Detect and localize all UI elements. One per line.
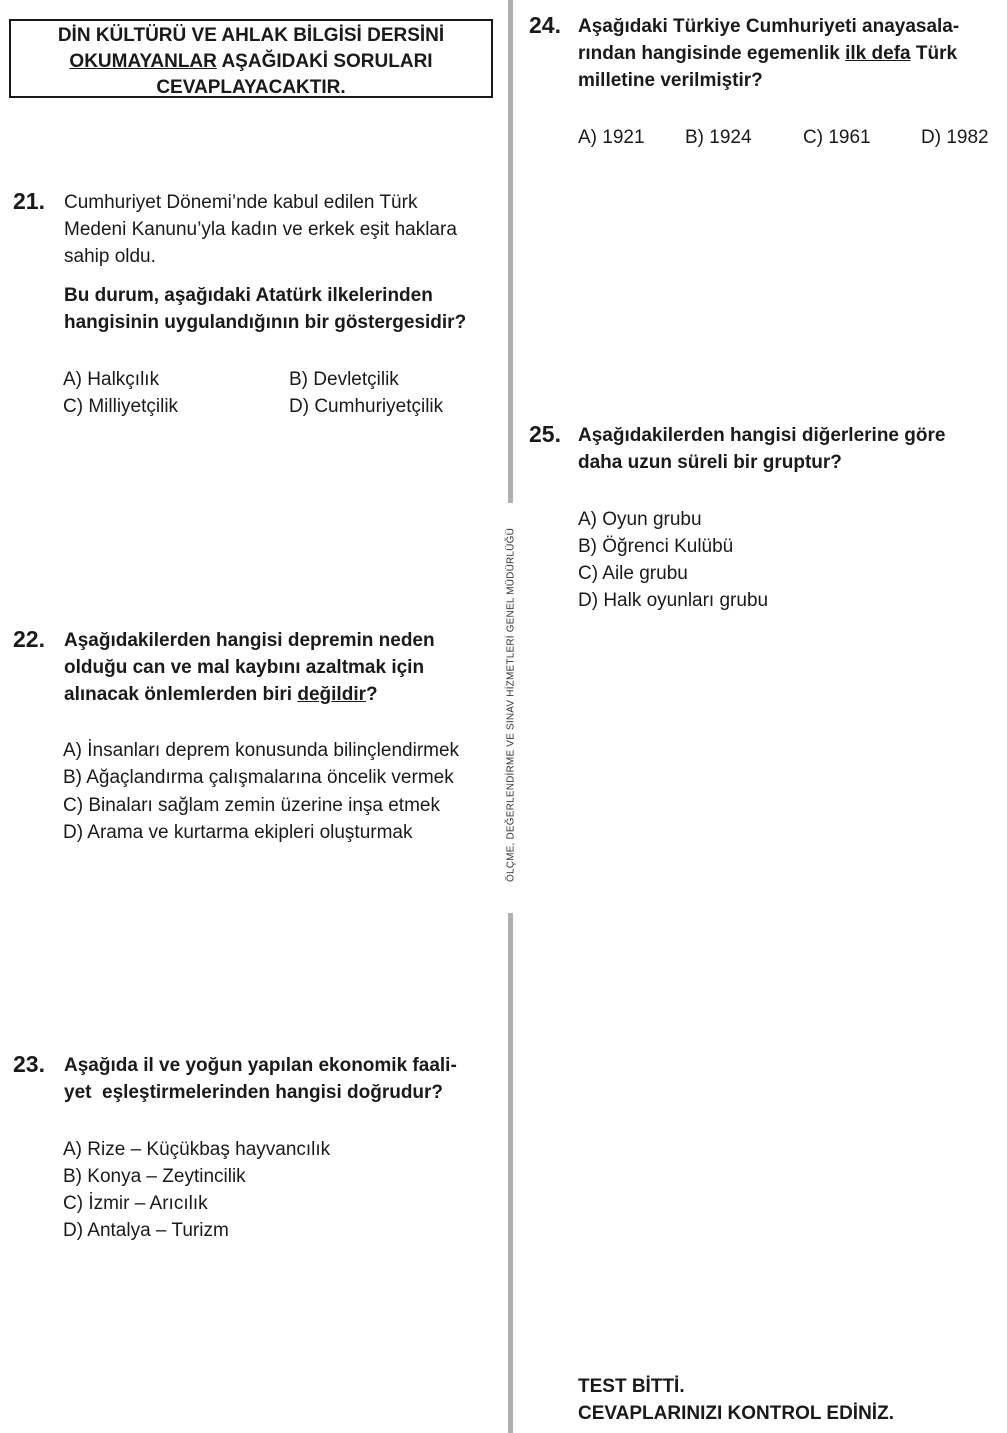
q24-option-b[interactable]: B) 1924: [685, 127, 752, 148]
q24-number: 24.: [529, 12, 561, 38]
q21-question-line-2: hangisinin uygulandığının bir göstergesidir?: [64, 312, 467, 333]
q25-option-c[interactable]: C) Aile grubu: [578, 563, 688, 584]
q25-option-d[interactable]: D) Halk oyunları grubu: [578, 590, 769, 611]
q25-option-b[interactable]: B) Öğrenci Kulübü: [578, 536, 734, 557]
q25-question: [578, 422, 1003, 476]
q23-option-b[interactable]: B) Konya – Zeytincilik: [63, 1166, 246, 1187]
q25-option-a[interactable]: A) Oyun grubu: [578, 509, 702, 530]
q21-option-b[interactable]: B) Devletçilik: [289, 369, 399, 390]
q24-option-d[interactable]: D) 1982: [921, 127, 989, 148]
notice-line-2: [11, 49, 491, 75]
notice-line-2-rest: AŞAĞIDAKİ SORULARI: [216, 51, 433, 72]
q23-line-1: Aşağıda il ve yoğun yapılan ekonomik faali-: [64, 1055, 457, 1076]
q25-line-1: Aşağıdakilerden hangisi diğerlerine göre: [578, 425, 946, 446]
q21-question-line-1: Bu durum, aşağıdaki Atatürk ilkelerinden: [64, 285, 433, 306]
q21-option-a[interactable]: A) Halkçılık: [63, 369, 160, 390]
q23-option-a[interactable]: A) Rize – Küçükbaş hayvancılık: [63, 1139, 331, 1160]
q22-line-2: olduğu can ve mal kaybını azaltmak için: [64, 657, 425, 678]
q22-number: 22.: [13, 626, 45, 652]
column-divider-bottom: [508, 913, 513, 1433]
q22-line-1: Aşağıdakilerden hangisi depremin neden: [64, 630, 435, 651]
notice-underlined-word: OKUMAYANLAR: [69, 51, 217, 72]
q23-number: 23.: [13, 1051, 45, 1077]
q24-line-2-post: Türk: [910, 43, 958, 64]
q24-line-1: Aşağıdaki Türkiye Cumhuriyeti anayasala-: [578, 16, 960, 37]
q21-stem-line-2: Medeni Kanunu’yla kadın ve erkek eşit haklara: [64, 219, 457, 240]
q22-negation-word: değildir: [297, 684, 366, 705]
q22-option-a[interactable]: A) İnsanları deprem konusunda bilinçlendirmek: [63, 740, 460, 761]
q22-line-3: [64, 681, 504, 708]
q21-question: [64, 282, 504, 336]
q24-line-2: [578, 40, 1003, 67]
q25-line-2: daha uzun süreli bir gruptur?: [578, 452, 842, 473]
q21-stem: [64, 189, 504, 270]
q21-option-c[interactable]: C) Milliyetçilik: [63, 396, 179, 417]
q22-question: [64, 627, 504, 708]
q23-line-2: yet eşleştirmelerinden hangisi doğrudur?: [64, 1082, 444, 1103]
notice-line-3: CEVAPLAYACAKTIR.: [156, 77, 346, 98]
notice-box: [9, 19, 493, 98]
q23-question: [64, 1052, 504, 1106]
test-end-text: TEST BİTTİ.: [578, 1376, 685, 1397]
q24-option-a[interactable]: A) 1921: [578, 127, 645, 148]
margin-text: ÖLÇME, DEĞERLENDİRME VE SINAV HİZMETLERİ GENEL MÜDÜRLÜĞÜ: [505, 527, 517, 883]
q24-emphasis: ilk defa: [845, 43, 911, 64]
q24-option-c[interactable]: C) 1961: [803, 127, 871, 148]
check-answers-text: CEVAPLARINIZI KONTROL EDİNİZ.: [578, 1403, 894, 1424]
column-divider-top: [508, 0, 513, 503]
q22-option-c[interactable]: C) Binaları sağlam zemin üzerine inşa etmek: [63, 795, 440, 816]
q21-option-d[interactable]: D) Cumhuriyetçilik: [289, 396, 444, 417]
q21-stem-line-3: sahip oldu.: [64, 246, 156, 267]
q22-option-b[interactable]: B) Ağaçlandırma çalışmalarına öncelik vermek: [63, 767, 454, 788]
q22-line-3-pre: alınacak önlemlerden biri: [64, 684, 298, 705]
q25-number: 25.: [529, 421, 561, 447]
q23-option-d[interactable]: D) Antalya – Turizm: [63, 1220, 229, 1241]
q23-option-c[interactable]: C) İzmir – Arıcılık: [63, 1193, 208, 1214]
q24-line-3: milletine verilmiştir?: [578, 70, 763, 91]
q22-option-d[interactable]: D) Arama ve kurtarma ekipleri oluşturmak: [63, 822, 413, 843]
q24-question: [578, 13, 1003, 94]
notice-line-1: DİN KÜLTÜRÜ VE AHLAK BİLGİSİ DERSİNİ: [57, 25, 445, 46]
q22-line-3-post: ?: [366, 684, 378, 705]
q21-stem-line-1: Cumhuriyet Dönemi’nde kabul edilen Türk: [64, 192, 418, 213]
q24-line-2-pre: rından hangisinde egemenlik: [578, 43, 846, 64]
q21-number: 21.: [13, 188, 45, 214]
